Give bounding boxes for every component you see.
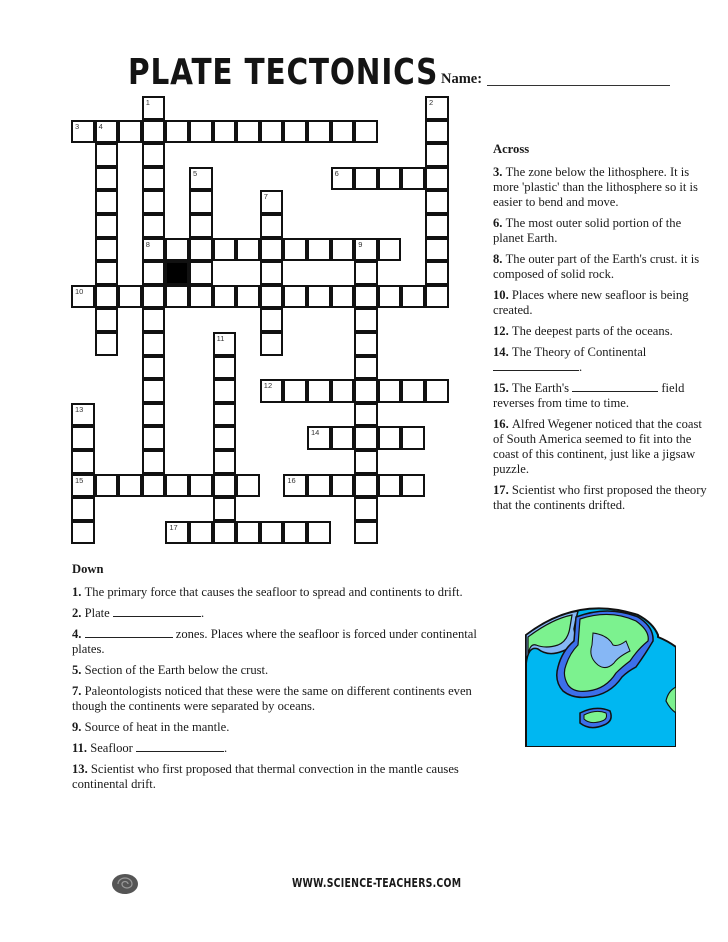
clue-number: 10 — [75, 286, 84, 296]
crossword-cell[interactable] — [354, 167, 378, 191]
fill-in-blank — [136, 741, 224, 752]
clue-item — [493, 417, 708, 477]
crossword-cell[interactable] — [354, 356, 378, 380]
clue-number: 4. — [72, 627, 85, 641]
clue-item — [493, 216, 708, 246]
clue-number: 16. — [493, 417, 512, 431]
crossword-cell[interactable] — [142, 308, 166, 332]
crossword-cell[interactable] — [142, 238, 166, 262]
down-clues — [72, 562, 502, 798]
clue-text-after: field reverses from time to time. — [493, 381, 685, 410]
crossword-cell[interactable] — [425, 261, 449, 285]
crossword-cell[interactable] — [213, 403, 237, 427]
crossword-cell[interactable] — [142, 450, 166, 474]
crossword-cell[interactable] — [307, 285, 331, 309]
clue-number: 13. — [72, 762, 91, 776]
clue-text: Places where new seafloor is being created. — [493, 288, 689, 317]
crossword-cell[interactable] — [307, 474, 331, 498]
crossword-cell[interactable] — [213, 285, 237, 309]
clue-number: 5 — [193, 168, 198, 178]
clue-number: 6. — [493, 216, 506, 230]
crossword-cell[interactable] — [236, 474, 260, 498]
clue-text: The outer part of the Earth's crust. it is composed of solid rock. — [493, 252, 700, 281]
crossword-cell[interactable] — [354, 474, 378, 498]
clue-text-after: . — [224, 741, 228, 755]
clue-number: 17 — [169, 522, 178, 532]
clue-item — [493, 288, 708, 318]
ammonite-shell-icon — [110, 872, 140, 896]
clue-number: 11 — [216, 334, 225, 343]
crossword-cell[interactable] — [354, 521, 378, 545]
clue-number: 10. — [493, 288, 512, 302]
crossword-cell[interactable] — [142, 261, 166, 285]
clue-number: 6 — [334, 168, 339, 178]
crossword-cell[interactable] — [307, 379, 331, 403]
crossword-cell[interactable] — [378, 238, 402, 262]
fill-in-blank — [493, 360, 579, 371]
crossword-cell[interactable] — [283, 285, 307, 309]
crossword-cell[interactable] — [425, 190, 449, 214]
clue-text: Section of the Earth below the crust. — [84, 663, 269, 677]
crossword-cell[interactable] — [189, 167, 213, 191]
crossword-cell[interactable] — [189, 214, 213, 238]
crossword-cell[interactable] — [142, 403, 166, 427]
clue-text: The deepest parts of the oceans. — [511, 324, 673, 338]
clue-text: Scientist who first proposed that thermal convection in the mantle causes continental drift. — [72, 762, 459, 791]
crossword-cell[interactable] — [260, 379, 284, 403]
clue-text-after: . — [579, 360, 583, 374]
crossword-cell[interactable] — [213, 379, 237, 403]
crossword-cell[interactable] — [71, 450, 95, 474]
clue-item — [72, 663, 502, 678]
crossword-cell[interactable] — [95, 190, 119, 214]
crossword-cell[interactable] — [401, 167, 425, 191]
crossword-cell[interactable] — [95, 474, 119, 498]
crossword-cell[interactable] — [260, 214, 284, 238]
crossword-cell[interactable] — [401, 285, 425, 309]
crossword-cell[interactable] — [118, 285, 142, 309]
crossword-cell[interactable] — [260, 120, 284, 144]
crossword-cell[interactable] — [142, 214, 166, 238]
clue-number: 16 — [287, 475, 296, 485]
clue-number: 1. — [72, 585, 85, 599]
crossword-cell[interactable] — [95, 332, 119, 356]
name-input-line[interactable] — [487, 85, 670, 86]
crossword-cell[interactable] — [354, 261, 378, 285]
clue-item — [72, 684, 502, 714]
clue-number: 9. — [72, 720, 85, 734]
clue-text: Plate — [84, 606, 110, 620]
crossword-cell[interactable] — [425, 238, 449, 262]
crossword-cell[interactable] — [401, 426, 425, 450]
crossword-cell[interactable] — [165, 285, 189, 309]
clue-item — [72, 762, 502, 792]
clue-item — [72, 627, 502, 657]
clue-text: Seafloor — [90, 741, 133, 755]
crossword-cell[interactable] — [142, 167, 166, 191]
clue-item — [493, 324, 708, 339]
crossword-cell[interactable] — [307, 426, 331, 450]
clue-number: 7. — [72, 684, 85, 698]
crossword-cell[interactable] — [401, 379, 425, 403]
crossword-cell[interactable] — [95, 285, 119, 309]
crossword-cell[interactable] — [425, 120, 449, 144]
crossword-cell[interactable] — [354, 403, 378, 427]
crossword-cell[interactable] — [331, 167, 355, 191]
clue-text: The primary force that causes the seafloor to spread and continents to drift. — [84, 585, 463, 599]
crossword-cell[interactable] — [71, 474, 95, 498]
crossword-cell[interactable] — [165, 474, 189, 498]
clue-text: Paleontologists noticed that these were the same on different continents even though the continents were separated by oceans. — [72, 684, 472, 713]
clue-number: 17. — [493, 483, 512, 497]
across-clues — [493, 142, 708, 519]
down-heading: Down — [72, 562, 104, 576]
clue-text: The zone below the lithosphere. It is more 'plastic' than the lithosphere so it is easier to bend and move. — [493, 165, 698, 209]
worksheet-title: PLATE TECTONICS — [128, 52, 439, 93]
crossword-cell[interactable] — [331, 238, 355, 262]
crossword-cell[interactable] — [71, 521, 95, 545]
crossword-cell[interactable] — [95, 214, 119, 238]
clue-item — [493, 483, 708, 513]
clue-item — [493, 345, 708, 375]
crossword-cell[interactable] — [354, 238, 378, 262]
clue-number: 8 — [145, 239, 150, 249]
crossword-cell[interactable] — [236, 120, 260, 144]
crossword-cell[interactable] — [142, 285, 166, 309]
crossword-cell[interactable] — [425, 96, 449, 120]
crossword-cell[interactable] — [283, 238, 307, 262]
footer-url: WWW.SCIENCE-TEACHERS.COM — [292, 876, 462, 890]
crossword-cell[interactable] — [142, 332, 166, 356]
crossword-cell[interactable] — [189, 521, 213, 545]
clue-text: The Theory of Continental — [511, 345, 647, 359]
clue-number: 14 — [311, 428, 320, 438]
crossword-cell[interactable] — [307, 238, 331, 262]
crossword-cell[interactable] — [307, 521, 331, 545]
crossword-cell[interactable] — [189, 474, 213, 498]
name-label: Name: — [441, 71, 483, 87]
crossword-cell[interactable] — [142, 96, 166, 120]
crossword-cell[interactable] — [425, 143, 449, 167]
crossword-cell[interactable] — [165, 238, 189, 262]
clue-item — [72, 585, 502, 600]
crossword-cell[interactable] — [378, 426, 402, 450]
crossword-cell[interactable] — [378, 379, 402, 403]
clue-number: 5. — [72, 663, 85, 677]
globe-illustration — [518, 605, 676, 747]
crossword-cell[interactable] — [71, 120, 95, 144]
crossword-cell[interactable] — [118, 474, 142, 498]
crossword-cell[interactable] — [142, 120, 166, 144]
black-cell — [165, 261, 189, 285]
clue-item — [72, 741, 502, 756]
crossword-cell[interactable] — [331, 379, 355, 403]
crossword-cell[interactable] — [213, 521, 237, 545]
crossword-cell[interactable] — [260, 261, 284, 285]
clue-item — [493, 252, 708, 282]
crossword-cell[interactable] — [189, 261, 213, 285]
fill-in-blank — [85, 627, 173, 638]
crossword-cell[interactable] — [260, 521, 284, 545]
crossword-cell[interactable] — [95, 261, 119, 285]
crossword-cell[interactable] — [283, 120, 307, 144]
crossword-cell[interactable] — [425, 379, 449, 403]
crossword-cell[interactable] — [331, 120, 355, 144]
clue-number: 2. — [72, 606, 85, 620]
crossword-cell[interactable] — [260, 285, 284, 309]
crossword-cell[interactable] — [283, 521, 307, 545]
crossword-cell[interactable] — [189, 190, 213, 214]
crossword-cell[interactable] — [165, 521, 189, 545]
crossword-cell[interactable] — [260, 308, 284, 332]
clue-text-after: . — [200, 606, 205, 620]
crossword-cell[interactable] — [401, 474, 425, 498]
crossword-cell[interactable] — [331, 474, 355, 498]
crossword-cell[interactable] — [71, 403, 95, 427]
crossword-cell[interactable] — [354, 332, 378, 356]
crossword-cell[interactable] — [354, 285, 378, 309]
crossword-cell[interactable] — [283, 379, 307, 403]
clue-number: 15. — [493, 381, 512, 395]
crossword-cell[interactable] — [95, 143, 119, 167]
crossword-cell[interactable] — [331, 285, 355, 309]
clue-number: 14. — [493, 345, 512, 359]
crossword-cell[interactable] — [142, 379, 166, 403]
crossword-cell[interactable] — [118, 120, 142, 144]
clue-number: 1 — [145, 98, 150, 107]
crossword-cell[interactable] — [213, 356, 237, 380]
clue-text: The most outer solid portion of the planet Earth. — [493, 216, 682, 245]
crossword-cell[interactable] — [213, 426, 237, 450]
crossword-cell[interactable] — [378, 285, 402, 309]
crossword-cell[interactable] — [213, 332, 237, 356]
crossword-cell[interactable] — [260, 238, 284, 262]
clue-item — [72, 606, 502, 621]
crossword-cell[interactable] — [95, 120, 119, 144]
crossword-cell[interactable] — [331, 426, 355, 450]
crossword-cell[interactable] — [95, 238, 119, 262]
crossword-cell[interactable] — [95, 167, 119, 191]
crossword-cell[interactable] — [189, 238, 213, 262]
clue-number: 7 — [263, 192, 268, 202]
crossword-cell[interactable] — [95, 308, 119, 332]
clue-number: 11. — [72, 741, 91, 755]
crossword-cell[interactable] — [71, 426, 95, 450]
clue-number: 15 — [75, 475, 84, 485]
crossword-cell[interactable] — [142, 190, 166, 214]
crossword-cell[interactable] — [142, 356, 166, 380]
crossword-cell[interactable] — [71, 285, 95, 309]
clue-number: 3. — [493, 165, 506, 179]
clue-text-after: zones. Places where the seafloor is forced under continental plates. — [72, 627, 477, 656]
crossword-cell[interactable] — [189, 285, 213, 309]
clue-text: Source of heat in the mantle. — [84, 720, 230, 734]
clue-number: 4 — [98, 121, 103, 131]
clue-text: Alfred Wegener noticed that the coast of South America seemed to fit into the coast of this continent, just like a jigsaw puzzle. — [493, 417, 702, 476]
clue-number: 13 — [75, 404, 84, 414]
clue-text: Scientist who first proposed the theory that the continents drifted. — [493, 483, 707, 512]
crossword-cell[interactable] — [213, 474, 237, 498]
crossword-cell[interactable] — [213, 497, 237, 521]
crossword-cell[interactable] — [425, 167, 449, 191]
crossword-cell[interactable] — [354, 379, 378, 403]
fill-in-blank — [572, 381, 658, 392]
crossword-cell[interactable] — [378, 167, 402, 191]
crossword-cell[interactable] — [354, 450, 378, 474]
clue-item — [72, 720, 502, 735]
crossword-cell[interactable] — [165, 120, 189, 144]
crossword-cell[interactable] — [213, 120, 237, 144]
crossword-cell[interactable] — [354, 497, 378, 521]
crossword-cell[interactable] — [236, 238, 260, 262]
crossword-cell[interactable] — [213, 450, 237, 474]
clue-text: The Earth's — [511, 381, 570, 395]
crossword-cell[interactable] — [236, 521, 260, 545]
crossword-cell[interactable] — [354, 308, 378, 332]
crossword-cell[interactable] — [260, 190, 284, 214]
crossword-cell[interactable] — [142, 143, 166, 167]
crossword-cell[interactable] — [354, 120, 378, 144]
crossword-cell[interactable] — [307, 120, 331, 144]
crossword-cell[interactable] — [378, 474, 402, 498]
crossword-cell[interactable] — [213, 238, 237, 262]
clue-item — [493, 381, 708, 411]
crossword-cell[interactable] — [425, 285, 449, 309]
across-heading: Across — [493, 142, 530, 156]
clue-number: 9 — [358, 239, 363, 249]
fill-in-blank — [113, 606, 201, 617]
crossword-cell[interactable] — [142, 474, 166, 498]
crossword-cell[interactable] — [283, 474, 307, 498]
crossword-cell[interactable] — [71, 497, 95, 521]
crossword-cell[interactable] — [260, 332, 284, 356]
clue-number: 12. — [493, 324, 512, 338]
clue-number: 2 — [429, 98, 434, 107]
crossword-cell[interactable] — [425, 214, 449, 238]
crossword-cell[interactable] — [236, 285, 260, 309]
clue-item — [493, 165, 708, 210]
crossword-cell[interactable] — [142, 426, 166, 450]
crossword-cell[interactable] — [354, 426, 378, 450]
clue-number: 12 — [263, 381, 273, 391]
clue-number: 3 — [75, 121, 80, 131]
crossword-cell[interactable] — [189, 120, 213, 144]
clue-number: 8. — [493, 252, 506, 266]
